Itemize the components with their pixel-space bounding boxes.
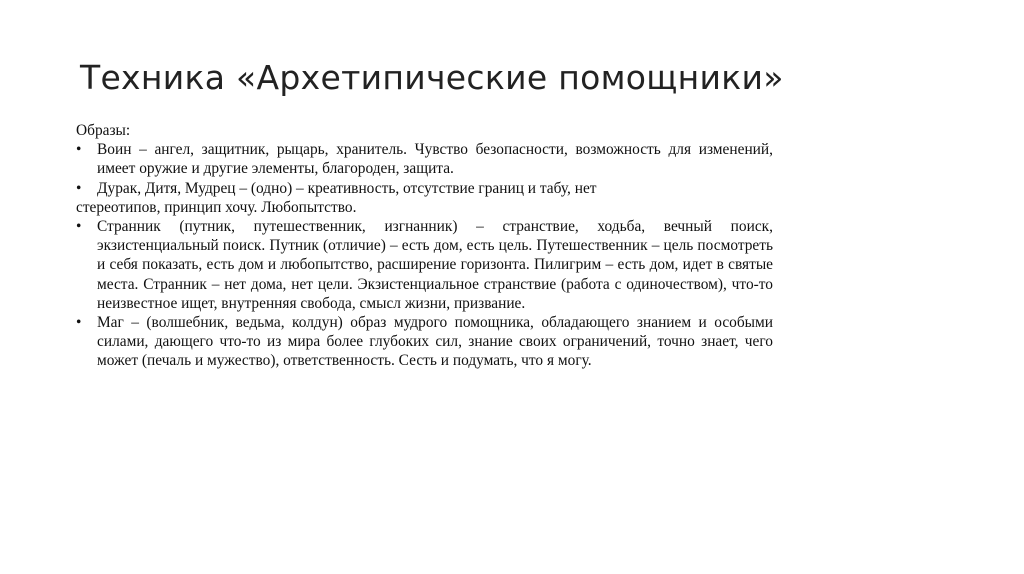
bullet-text-wanderer: Странник (путник, путешественник, изгнанник) – странствие, ходьба, вечный поиск, экзистенциальный поиск. Путник (отличие) – есть дом, есть цель. Путешественник – цель посмотреть и себя показать, есть дом и любопытство, расширение горизонта. Пилигрим – есть дом, идет в святые места. Странник – нет дома, нет цели. Экзистенциальное странствие (работа с одиночеством), что-то неизвестное ищет, внутренняя свобода, смысл жизни, призвание. <box>97 218 773 312</box>
bullet-item-fool <box>76 179 773 198</box>
bullet-continuation-fool: стереотипов, принцип хочу. Любопытство. <box>76 198 357 216</box>
bullet-icon: • <box>76 218 82 236</box>
bullet-icon: • <box>76 179 82 197</box>
bullet-text-fool: Дурак, Дитя, Мудрец – (одно) – креативность, отсутствие границ и табу, нет <box>97 179 597 197</box>
slide-body <box>76 121 773 371</box>
bullet-icon: • <box>76 141 82 159</box>
bullet-icon: • <box>76 314 82 332</box>
bullet-text-mage: Маг – (волшебник, ведьма, колдун) образ мудрого помощника, обладающего знанием и особыми силами, дающего что-то из мира более глубоких сил, знание своих ограничений, точно знает, чего может (печаль и мужество), ответственность. Сесть и подумать, что я могу. <box>97 314 773 370</box>
slide-title: Техника «Архетипические помощники» <box>80 58 784 97</box>
bullet-text-warrior: Воин – ангел, защитник, рыцарь, хранитель. Чувство безопасности, возможность для изменений, имеет оружие и другие элементы, благороден, защита. <box>97 141 773 178</box>
bullet-item-wanderer <box>76 217 773 313</box>
bullet-item-warrior <box>76 140 773 178</box>
bullet-item-mage <box>76 313 773 371</box>
intro-label: Образы: <box>76 122 131 139</box>
